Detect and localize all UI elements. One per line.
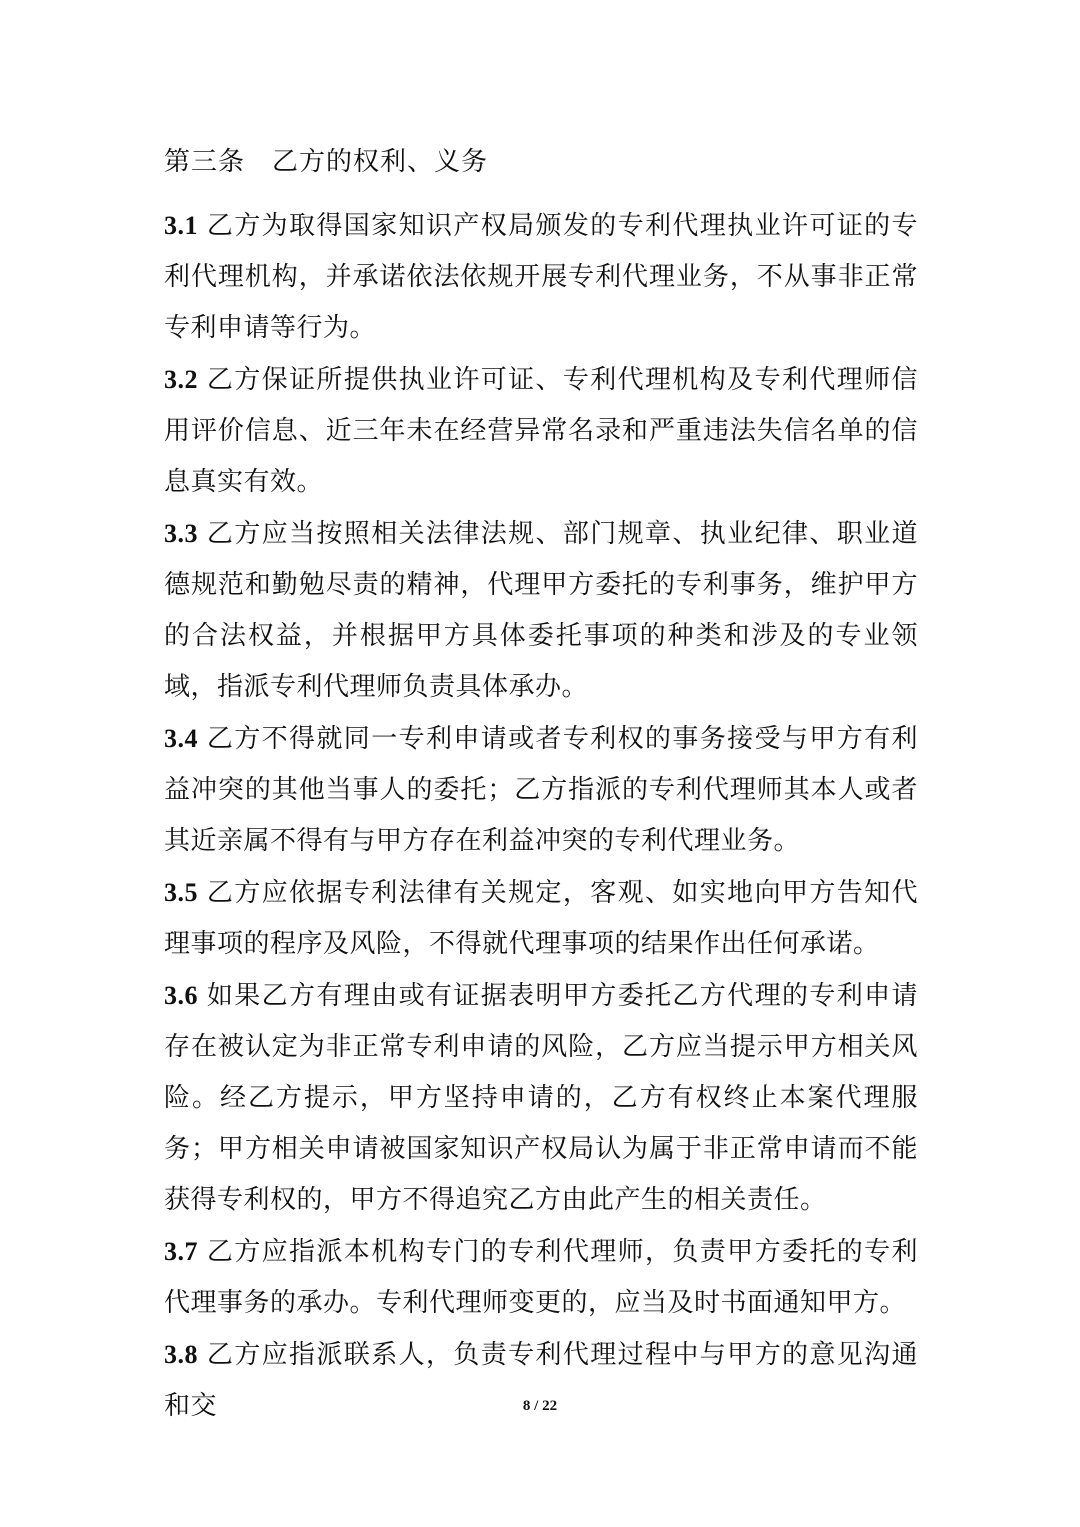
clause-text: 乙方应当按照相关法律法规、部门规章、执业纪律、职业道德规范和勤勉尽责的精神，代理甲方委托的专利事务，维护甲方的合法权益，并根据甲方具体委托事项的种类和涉及的专业领域，指派专利代理师负责具体承办。 bbox=[164, 519, 918, 702]
clause-3-6 bbox=[164, 970, 918, 1226]
clause-text: 如果乙方有理由或有证据表明甲方委托乙方代理的专利申请存在被认定为非正常专利申请的风险，乙方应当提示甲方相关风险。经乙方提示，甲方坚持申请的，乙方有权终止本案代理服务；甲方相关申请被国家知识产权局认为属于非正常申请而不能获得专利权的，甲方不得追究乙方由此产生的相关责任。 bbox=[164, 981, 918, 1215]
clause-3-3 bbox=[164, 508, 918, 713]
clause-number: 3.8 bbox=[164, 1340, 198, 1369]
clause-text: 乙方应指派本机构专门的专利代理师，负责甲方委托的专利代理事务的承办。专利代理师变更的，应当及时书面通知甲方。 bbox=[164, 1237, 918, 1318]
clause-number: 3.5 bbox=[164, 878, 198, 907]
clause-3-2 bbox=[164, 354, 918, 508]
clause-text: 乙方应依据专利法律有关规定，客观、如实地向甲方告知代理事项的程序及风险，不得就代理事项的结果作出任何承诺。 bbox=[164, 878, 918, 959]
clause-number: 3.7 bbox=[164, 1237, 198, 1266]
clause-3-5 bbox=[164, 867, 918, 970]
clause-text: 乙方保证所提供执业许可证、专利代理机构及专利代理师信用评价信息、近三年未在经营异常名录和严重违法失信名单的信息真实有效。 bbox=[164, 365, 918, 497]
clause-3-8 bbox=[164, 1329, 918, 1432]
clause-3-1 bbox=[164, 200, 918, 354]
clause-number: 3.2 bbox=[164, 365, 198, 394]
section-heading: 第三条 乙方的权利、义务 bbox=[164, 147, 489, 177]
clause-number: 3.3 bbox=[164, 519, 198, 548]
clause-text: 乙方为取得国家知识产权局颁发的专利代理执业许可证的专利代理机构，并承诺依法依规开展专利代理业务，不从事非正常专利申请等行为。 bbox=[164, 211, 918, 343]
clause-list bbox=[164, 200, 918, 1432]
page-number: 8 / 22 bbox=[522, 1398, 558, 1414]
clause-text: 乙方应指派联系人，负责专利代理过程中与甲方的意见沟通和交 bbox=[164, 1340, 918, 1421]
clause-number: 3.1 bbox=[164, 211, 198, 240]
clause-number: 3.4 bbox=[164, 724, 198, 753]
clause-3-7 bbox=[164, 1226, 918, 1329]
clause-3-4 bbox=[164, 713, 918, 867]
clause-number: 3.6 bbox=[164, 981, 198, 1010]
clause-text: 乙方不得就同一专利申请或者专利权的事务接受与甲方有利益冲突的其他当事人的委托；乙方指派的专利代理师其本人或者其近亲属不得有与甲方存在利益冲突的专利代理业务。 bbox=[164, 724, 918, 856]
